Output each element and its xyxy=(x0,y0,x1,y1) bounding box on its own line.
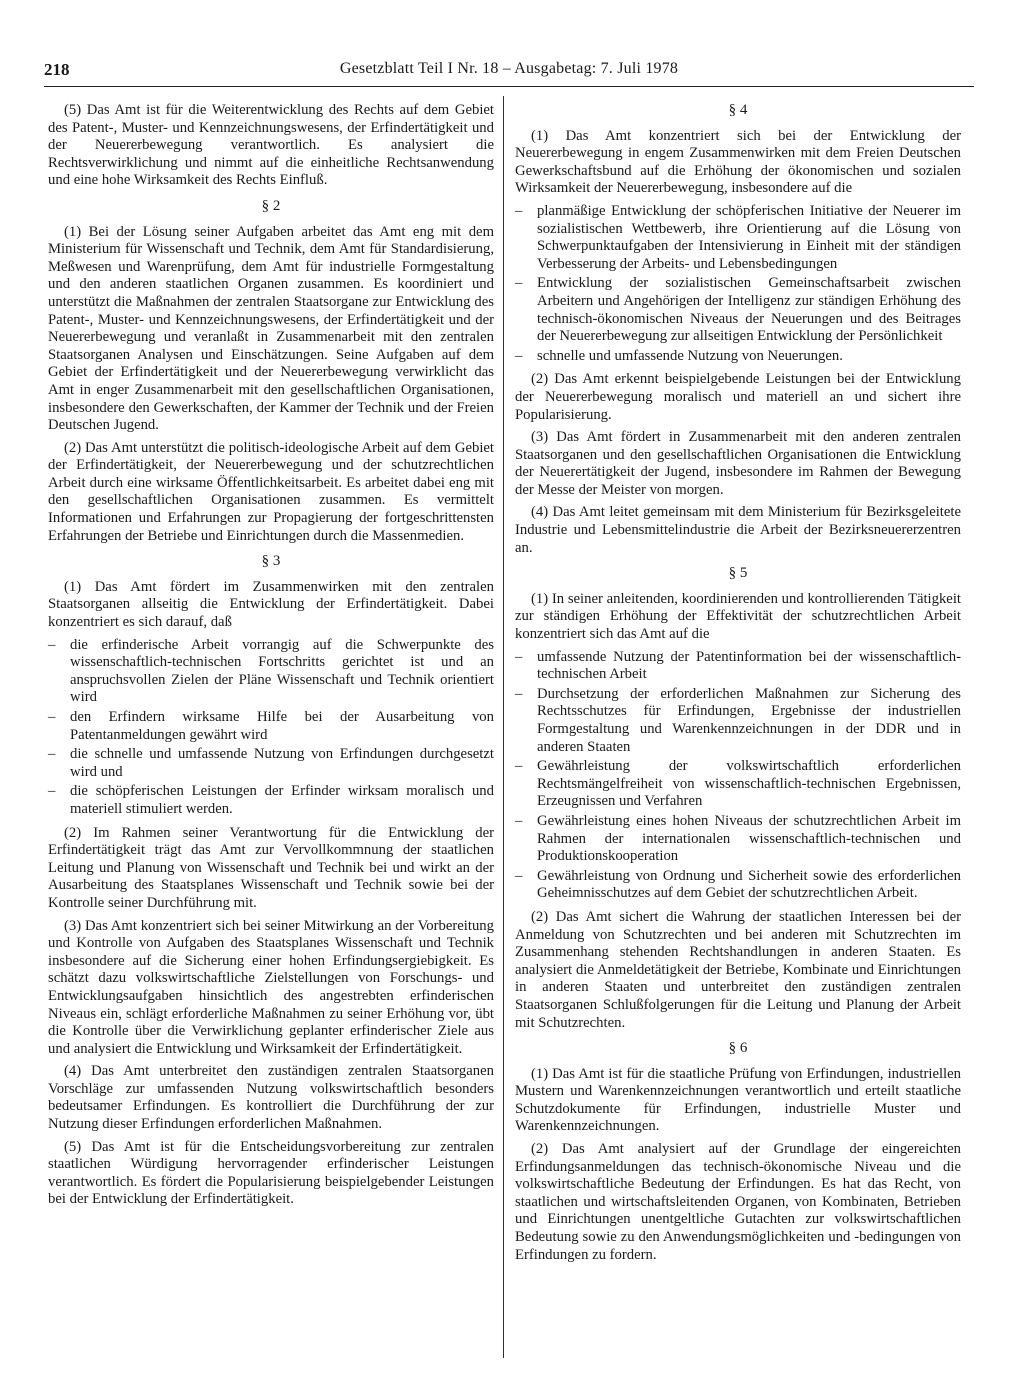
paragraph: (2) Das Amt erkennt beispielgebende Leistungen bei der Entwicklung der Neuererbewegung moralisch und materiell an und sichert ihre Popularisierung. xyxy=(515,371,961,423)
dash-list xyxy=(48,637,494,819)
paragraph: (1) In seiner anleitenden, koordinierenden und kontrollierenden Tätigkeit zur ständigen Erhöhung der Effektivität der schutzrechtlichen Arbeit konzentriert sich das Amt auf die xyxy=(515,590,961,643)
paragraph: (5) Das Amt ist für die Weiterentwicklung des Rechts auf dem Gebiet des Patent-, Muster- und Kennzeichnungswesens, der Erfindertätigkeit und der Neuererbewegung verantwortlich. Es analysiert die Rechtsverwirklichung und nimmt auf die einheitliche Rechtsanwendung und eine hohe Wirksamkeit des Rechts Einfluß. xyxy=(48,102,494,189)
list-item: – den Erfindern wirksame Hilfe bei der Ausarbeitung von Patentanmeldungen gewährt wird xyxy=(48,709,494,743)
paragraph: (4) Das Amt unterbreitet den zuständigen zentralen Staatsorganen Vorschläge zur umfassenden Nutzung volkswirtschaftlich besonders bedeutsamer Erfindungen. Es kontrolliert die Durchführung der zur Nutzung dieser Erfindungen erforderlichen Maßnahmen. xyxy=(48,1063,494,1133)
dash-bullet: – xyxy=(515,867,523,884)
paragraph: (2) Das Amt analysiert auf der Grundlage der eingereichten Erfindungsanmeldungen das technisch-ökonomische Niveau und die volkswirtschaftliche Bedeutung der Erfindungen. Es hat das Recht, von staatlichen und wirtschaftsleitenden Organen, von Kombinaten, Betrieben und Einrichtungen unentgeltliche Gutachten zur volkswirtschaftlichen Bedeutung sowie zu den Anwendungsmöglichkeiten und -bedingungen von Erfindungen zu fordern. xyxy=(515,1141,961,1263)
paragraph: (1) Bei der Lösung seiner Aufgaben arbeitet das Amt eng mit dem Ministerium für Wissenschaft und Technik, dem Amt für Standardisierung, Meßwesen und Warenprüfung, dem Amt für industrielle Formgestaltung und den anderen staatlichen Organen zusammen. Es koordiniert und unterstützt die Maßnahmen der zentralen Staatsorgane zur Entwicklung des Patent-, Muster- und Kennzeichnungswesens, der Erfindertätigkeit und der Neuererbewegung und veranlaßt in Zusammenarbeit mit den zentralen Staatsorganen Analysen und Einschätzungen. Seine Aufgaben auf dem Gebiet der Erfindertätigkeit und der Neuererbewegung verwirklicht das Amt in enger Zusammenarbeit mit den gesellschaftlichen Organisationen, insbesondere den Gewerkschaften, der Kammer der Technik und der Freien Deutschen Jugend. xyxy=(48,223,494,434)
dash-bullet: – xyxy=(48,746,56,763)
dash-bullet: – xyxy=(515,202,523,219)
list-item: – die schöpferischen Leistungen der Erfinder wirksam moralisch und materiell stimuliert werden. xyxy=(48,783,494,817)
paragraph: (5) Das Amt ist für die Entscheidungsvorbereitung zur zentralen staatlichen Würdigung hervorragender erfinderischer Leistungen verantwortlich. Es fördert die Popularisierung beispielgebender Leistungen bei der Entwicklung der Erfindertätigkeit. xyxy=(48,1138,494,1208)
paragraph: (3) Das Amt konzentriert sich bei seiner Mitwirkung an der Vorbereitung und Kontrolle von Aufgaben des Staatsplanes Wissenschaft und Technik insbesondere auf die Sicherung einer hohen Erfindungsergiebigkeit. Es schätzt dazu volkswirtschaftliche Zielstellungen von Forschungs- und Entwicklungsaufgaben hinsichtlich des angestrebten erfinderischen Niveaus ein, schlägt erforderliche Maßnahmen zu seiner Erhöhung vor, übt die Kontrolle über die Verwirklichung geplanter erfinderischer Ziele aus und analysiert die Entwicklung und Wirksamkeit der Erfindertätigkeit. xyxy=(48,917,494,1057)
list-item: – Gewährleistung eines hohen Niveaus der schutzrechtlichen Arbeit im Rahmen der internationalen wissenschaftlich-technischen und Produktionskooperation xyxy=(515,812,961,865)
dash-bullet: – xyxy=(48,783,56,800)
dash-bullet: – xyxy=(48,636,56,653)
column-divider xyxy=(503,96,504,1358)
list-item: – Gewährleistung der volkswirtschaftlich erforderlichen Rechtsmängelfreiheit von wissenschaftlich-technischen Ergebnissen, Erzeugnissen und Verfahren xyxy=(515,758,961,810)
right-column xyxy=(515,102,961,1269)
paragraph: (3) Das Amt fördert in Zusammenarbeit mit den anderen zentralen Staatsorganen und den gesellschaftlichen Organisationen die Entwicklung der Neuerertätigkeit der Jugend, insbesondere im Rahmen der Bewegung der Messe der Meister von morgen. xyxy=(515,429,961,498)
paragraph: (2) Das Amt sichert die Wahrung der staatlichen Interessen bei der Anmeldung von Schutzrechten und bei anderen mit Schutzrechten im Zusammenhang stehenden Rechtshandlungen in anderen Staaten. Es analysiert die Anmeldetätigkeit der Betriebe, Kombinate und Einrichtungen in anderen Staaten und unterbreitet den zuständigen zentralen Staatsorganen Schlußfolgerungen für die Leitung und Planung der Arbeit mit Schutzrechten. xyxy=(515,908,961,1031)
header-title: Gesetzblatt Teil I Nr. 18 – Ausgabetag: 7. Juli 1978 xyxy=(339,60,679,77)
paragraph: (1) Das Amt fördert im Zusammenwirken mit den zentralen Staatsorganen allseitig die Entwicklung der Erfindertätigkeit. Dabei konzentriert es sich darauf, daß xyxy=(48,578,494,631)
list-item: – die erfinderische Arbeit vorrangig auf die Schwerpunkte des wissenschaftlich-technischen Fortschritts gerichtet ist und an anspruchsvollen Zielen der Pläne Wissenschaft und Technik orientiert wird xyxy=(48,636,494,706)
list-item: – Gewährleistung von Ordnung und Sicherheit sowie des erforderlichen Geheimnisschutzes auf dem Gebiet der schutzrechtlichen Arbeit. xyxy=(515,867,961,902)
list-item: – Durchsetzung der erforderlichen Maßnahmen zur Sicherung des Rechtsschutzes für Erfindungen, Ergebnisse der industriellen Formgestaltung und Warenkennzeichnungen in der DDR und in anderen Staaten xyxy=(515,685,961,755)
section-heading: § 5 xyxy=(728,565,748,582)
paragraph: (4) Das Amt leitet gemeinsam mit dem Ministerium für Bezirksgeleitete Industrie und Lebensmittelindustrie die Arbeit der Bezirksneuererzentren an. xyxy=(515,504,961,556)
dash-bullet: – xyxy=(515,812,523,829)
list-item: – die schnelle und umfassende Nutzung von Erfindungen durchgesetzt wird und xyxy=(48,746,494,780)
dash-list xyxy=(515,649,961,903)
list-item: – planmäßige Entwicklung der schöpferischen Initiative der Neuerer im sozialistischen Wettbewerb, ihre Orientierung auf die Lösung von Schwerpunktaufgaben der Intensivierung in Einheit mit der ständigen Verbesserung der Arbeits- und Lebensbedingungen xyxy=(515,202,961,272)
list-item: – Entwicklung der sozialistischen Gemeinschaftsarbeit zwischen Arbeitern und Angehörigen der Intelligenz zur ständigen Erhöhung des technisch-ökonomischen Niveaus der Neuerungen und des Beitrages der Neuererbewegung zur allseitigen Entwicklung der Persönlichkeit xyxy=(515,275,961,345)
page-number: 218 xyxy=(44,60,70,79)
paragraph: (2) Im Rahmen seiner Verantwortung für die Entwicklung der Erfindertätigkeit trägt das Amt zur Vervollkommnung der staatlichen Leitung und Planung von Wissenschaft und Technik bei und wirkt an der Ausarbeitung des Staatsplanes Wissenschaft und Technik sowie bei der Kontrolle seiner Durchführung mit. xyxy=(48,824,494,911)
paragraph: (1) Das Amt ist für die staatliche Prüfung von Erfindungen, industriellen Mustern und Warenkennzeichnungen verantwortlich und erteilt staatliche Schutzdokumente für Erfindungen, industrielle Muster und Warenkennzeichnungen. xyxy=(515,1065,961,1135)
section-heading: § 2 xyxy=(261,197,281,214)
paragraph: (1) Das Amt konzentriert sich bei der Entwicklung der Neuererbewegung in engem Zusammenwirken mit dem Freien Deutschen Gewerkschaftsbund auf die Erhöhung der ökonomischen und sozialen Wirksamkeit der Neuererbewegung, insbesondere auf die xyxy=(515,127,961,197)
list-item: – schnelle und umfassende Nutzung von Neuerungen. xyxy=(515,347,843,364)
left-column xyxy=(48,102,494,1214)
dash-bullet: – xyxy=(515,275,523,292)
dash-bullet: – xyxy=(515,685,523,702)
dash-bullet: – xyxy=(515,347,523,364)
section-heading: § 3 xyxy=(261,553,281,570)
dash-bullet: – xyxy=(515,648,523,665)
dash-bullet: – xyxy=(48,709,56,725)
paragraph: (2) Das Amt unterstützt die politisch-ideologische Arbeit auf dem Gebiet der Erfindertätigkeit, der Neuererbewegung und der schutzrechtlichen Arbeit durch eine wirksame Öffentlichkeitsarbeit. Es arbeitet dabei eng mit den gesellschaftlichen Organisationen zusammen. Es vermittelt Informationen und Erfahrungen zur Propagierung der fortgeschrittensten Erfahrungen der Betriebe und Einrichtungen durch die Massenmedien. xyxy=(48,439,494,544)
page-header xyxy=(44,60,974,86)
list-item: – umfassende Nutzung der Patentinformation bei der wissenschaftlich-technischen Arbeit xyxy=(515,648,961,683)
dash-list xyxy=(515,203,961,365)
section-heading: § 4 xyxy=(728,102,748,118)
dash-bullet: – xyxy=(515,758,523,775)
section-heading: § 6 xyxy=(728,1040,748,1057)
header-rule xyxy=(44,86,974,87)
